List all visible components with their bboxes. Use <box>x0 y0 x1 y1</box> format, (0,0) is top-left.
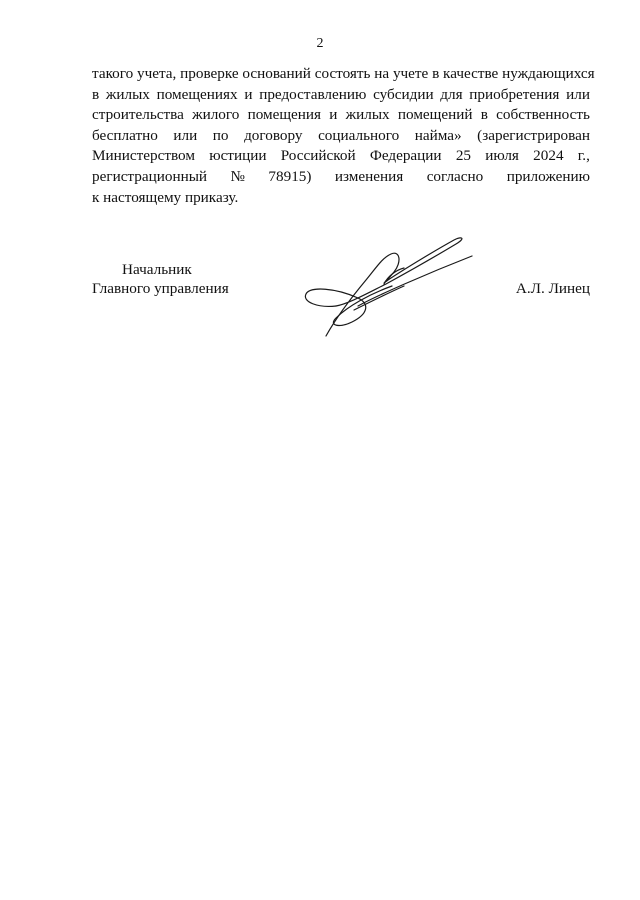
body-paragraph <box>92 64 595 208</box>
body-word: жилого <box>192 106 240 124</box>
body-line <box>92 64 595 85</box>
body-word: № <box>230 167 245 185</box>
body-word: согласно <box>426 167 484 185</box>
body-line <box>92 188 590 209</box>
body-word: г., <box>577 147 590 165</box>
signer-name: А.Л. Линец <box>515 280 590 297</box>
body-line <box>92 167 590 188</box>
body-word: жилых <box>345 106 390 124</box>
body-word: Федерации <box>369 147 442 165</box>
body-word: субсидии <box>373 85 434 103</box>
body-word: Российской <box>280 147 356 165</box>
body-word: 25 <box>455 147 471 165</box>
body-word: найма» <box>414 126 462 144</box>
body-word: приобретения <box>469 85 560 103</box>
body-line <box>92 146 590 167</box>
body-word: Министерством <box>92 147 195 165</box>
body-line <box>92 126 590 147</box>
body-word: социального <box>318 126 400 144</box>
body-word: и <box>244 85 253 103</box>
body-word: к настоящему приказу. <box>92 188 239 206</box>
body-line <box>92 105 590 126</box>
body-word: или <box>566 85 590 103</box>
signer-position-line-2: Главного управления <box>92 280 229 297</box>
body-word: по <box>212 126 229 144</box>
body-line <box>92 85 590 106</box>
body-word: для <box>440 85 463 103</box>
body-word: и <box>329 106 338 124</box>
body-word: помещениях <box>156 85 238 103</box>
body-word: 2024 <box>533 147 564 165</box>
body-word: изменения <box>334 167 404 185</box>
body-word: регистрационный <box>92 167 208 185</box>
body-word: в <box>92 85 100 103</box>
body-word: 78915) <box>268 167 312 185</box>
body-word: помещений <box>397 106 473 124</box>
body-word: июля <box>485 147 519 165</box>
body-word: такого учета, проверке оснований состоять на учете в качестве нуждающихся <box>92 65 595 82</box>
body-word: юстиции <box>209 147 267 165</box>
body-word: строительства <box>92 106 184 124</box>
body-word: собственность <box>496 106 590 124</box>
body-word: или <box>173 126 198 144</box>
body-word: приложению <box>506 167 590 185</box>
body-word: в <box>480 106 488 124</box>
body-word: договору <box>244 126 303 144</box>
body-word: предоставлению <box>259 85 367 103</box>
body-word: (зарегистрирован <box>477 126 590 144</box>
body-word: жилых <box>105 85 150 103</box>
signer-position <box>92 260 229 298</box>
page-number: 2 <box>316 36 324 51</box>
signer-position-line-1: Начальник <box>122 261 192 278</box>
body-word: помещения <box>247 106 322 124</box>
handwritten-signature <box>296 228 476 340</box>
body-word: бесплатно <box>92 126 158 144</box>
